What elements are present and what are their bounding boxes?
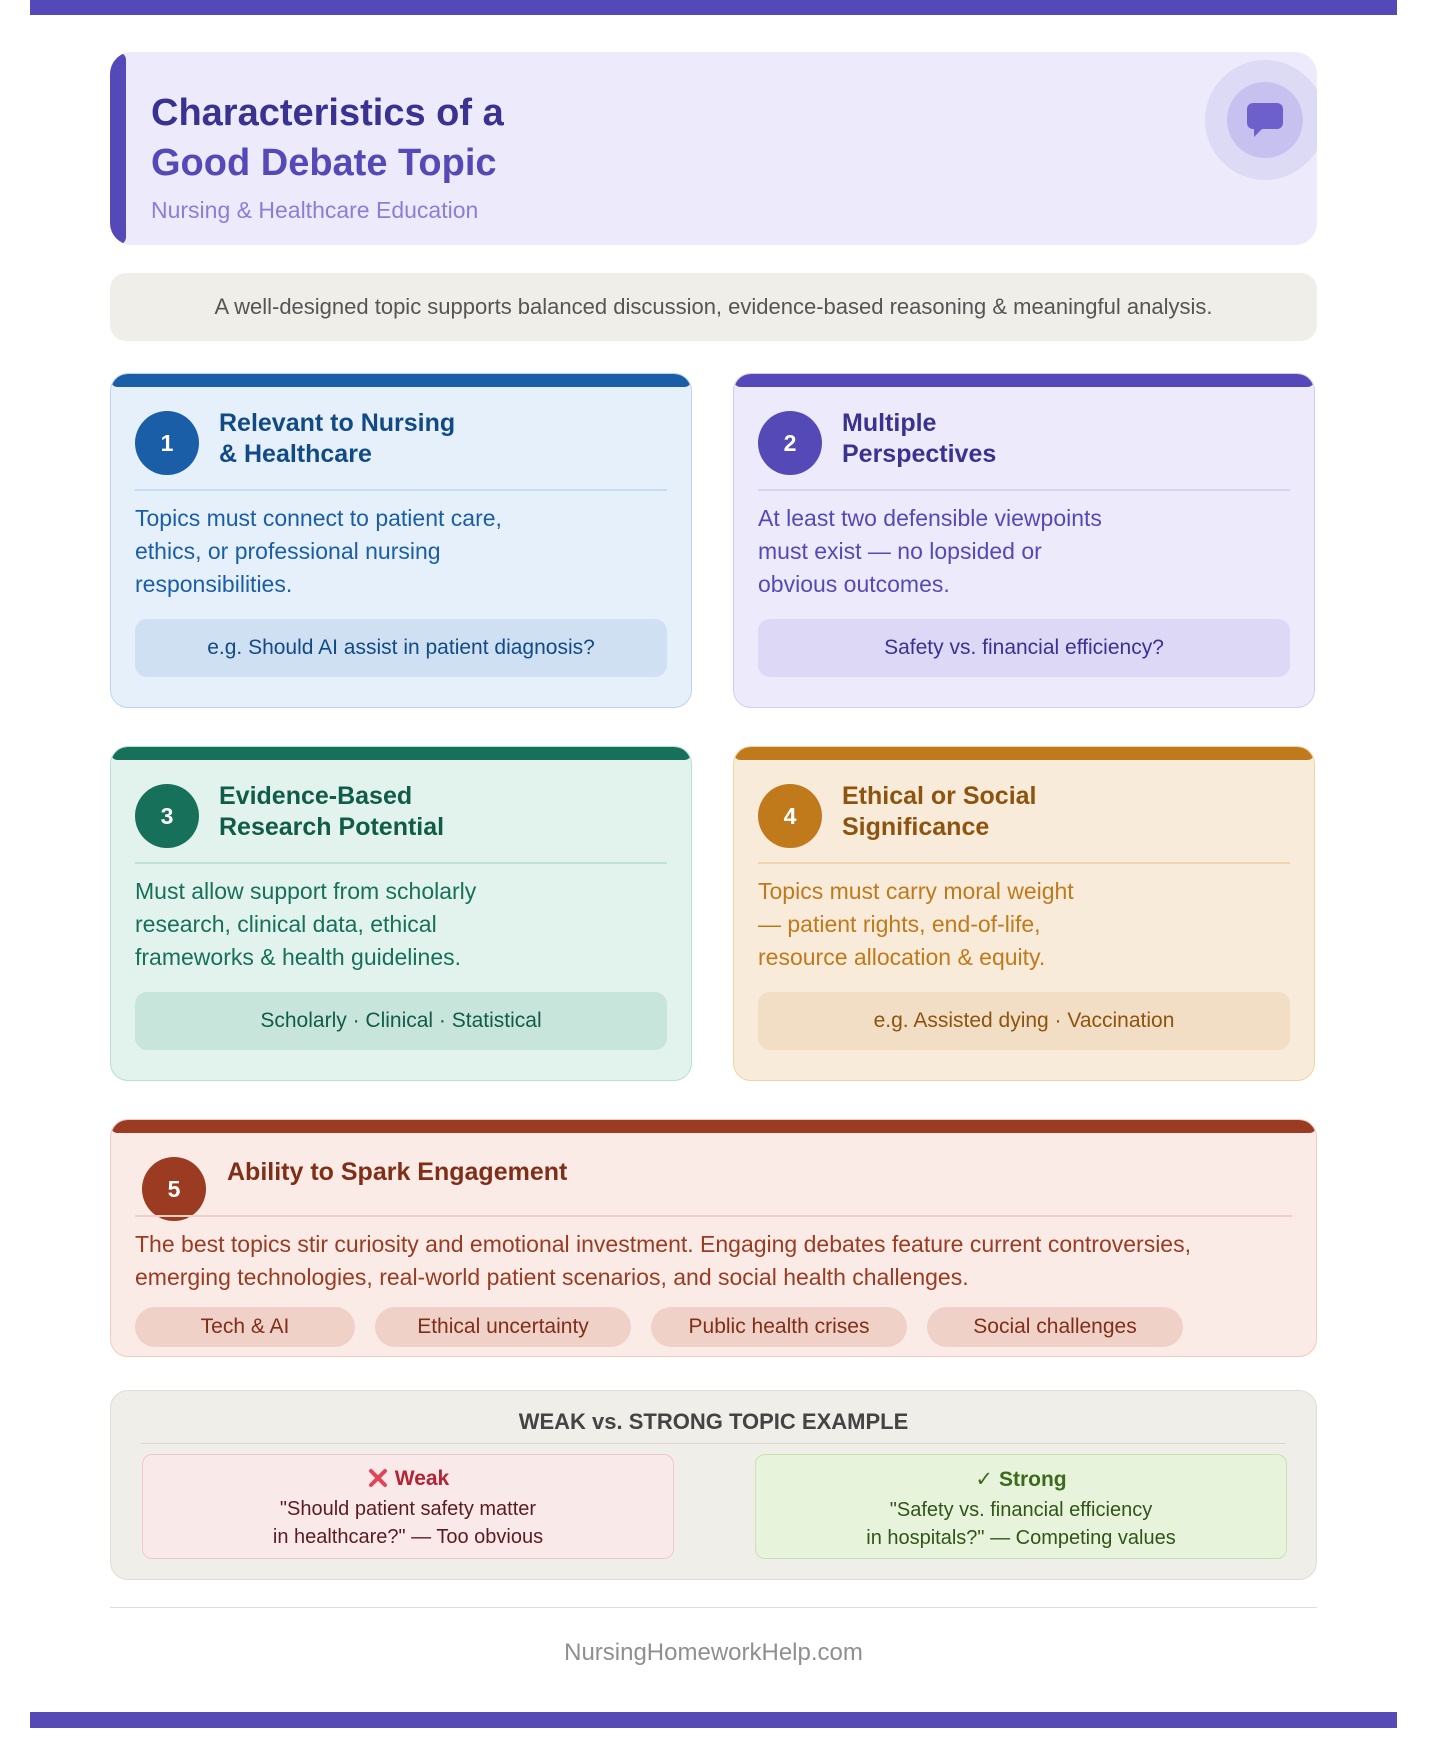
header-accent-stripe [110,52,126,245]
card-evidence-based [110,746,692,1081]
tag-pill: Ethical uncertainty [375,1307,631,1347]
card-example: e.g. Should AI assist in patient diagnosis? [135,619,667,677]
weak-text [143,1495,673,1551]
divider [135,1215,1292,1217]
divider [135,862,667,864]
card-title-line: Relevant to Nursing [219,409,456,437]
footer-divider [110,1607,1317,1608]
card-desc-line: responsibilities. [135,571,293,597]
card-topbar [734,374,1314,387]
strong-heading [756,1467,1286,1492]
divider [758,489,1290,491]
card-description [135,1228,1295,1294]
card-relevant-to-nursing [110,373,692,708]
card-title-line: Research Potential [219,813,445,841]
card-number: 1 [135,411,199,475]
top-accent-bar [30,0,1397,15]
header-banner [110,52,1317,245]
card-title [219,781,659,843]
card-description [758,502,1178,601]
tag-list [135,1307,1183,1347]
page-subtitle: Nursing & Healthcare Education [151,197,479,223]
card-number: 4 [758,784,822,848]
weak-example-box [142,1454,674,1559]
intro-banner: A well-designed topic supports balanced discussion, evidence-based reasoning & meaningful analysis. [110,273,1317,341]
bottom-accent-bar [30,1712,1397,1728]
strong-text-line: "Safety vs. financial efficiency [889,1499,1153,1521]
card-description [758,875,1178,974]
card-desc-line: The best topics stir curiosity and emotional investment. Engaging debates feature current controversies, [135,1231,1191,1257]
card-desc-line: emerging technologies, real-world patient scenarios, and social health challenges. [135,1264,969,1290]
speech-bubble-icon [1245,100,1285,140]
tag-pill: Tech & AI [135,1307,355,1347]
weak-label: Weak [394,1467,450,1490]
card-topbar [111,374,691,387]
card-desc-line: Must allow support from scholarly [135,878,477,904]
card-description [135,875,555,974]
card-title: Ability to Spark Engagement [227,1158,568,1186]
card-number: 2 [758,411,822,475]
page-title-line1: Characteristics of a [151,92,504,134]
divider [135,489,667,491]
card-topbar [111,747,691,760]
card-ethical-significance [733,746,1315,1081]
card-description [135,502,555,601]
page-title-line2: Good Debate Topic [151,142,497,184]
card-desc-line: must exist — no lopsided or [758,538,1042,564]
tag-pill: Public health crises [651,1307,907,1347]
card-desc-line: frameworks & health guidelines. [135,944,461,970]
strong-label: Strong [998,1468,1067,1491]
card-title-line: Multiple [842,409,937,437]
card-multiple-perspectives [733,373,1315,708]
card-title-line: Significance [842,813,990,841]
card-example: e.g. Assisted dying · Vaccination [758,992,1290,1050]
strong-example-box [755,1454,1287,1559]
card-spark-engagement [110,1119,1317,1357]
card-desc-line: resource allocation & equity. [758,944,1046,970]
weak-text-line: in healthcare?" — Too obvious [272,1526,544,1548]
card-title-line: Evidence-Based [219,782,413,810]
divider [758,862,1290,864]
card-desc-line: Topics must carry moral weight [758,878,1074,904]
card-title-line: Ethical or Social [842,782,1037,810]
card-topbar [111,1120,1316,1133]
weak-heading [143,1467,673,1491]
check-icon: ✓ [975,1468,993,1491]
card-topbar [734,747,1314,760]
card-title [842,408,1282,470]
page-title [151,88,504,188]
weak-text-line: "Should patient safety matter [279,1498,537,1520]
card-title [219,408,659,470]
card-example: Scholarly · Clinical · Statistical [135,992,667,1050]
footer-site-name: NursingHomeworkHelp.com [564,1639,863,1666]
card-desc-line: At least two defensible viewpoints [758,505,1102,531]
divider [141,1443,1286,1444]
card-desc-line: Topics must connect to patient care, [135,505,502,531]
card-title-line: Perspectives [842,440,997,468]
comparison-title: WEAK vs. STRONG TOPIC EXAMPLE [518,1409,909,1434]
card-title-line: & Healthcare [219,440,372,468]
strong-text [756,1496,1286,1552]
card-title [842,781,1282,843]
header-badge [1205,60,1317,180]
strong-text-line: in hospitals?" — Competing values [866,1527,1176,1549]
card-number: 5 [142,1157,206,1221]
card-example: Safety vs. financial efficiency? [758,619,1290,677]
card-desc-line: ethics, or professional nursing [135,538,441,564]
card-desc-line: — patient rights, end-of-life, [758,911,1041,937]
card-desc-line: obvious outcomes. [758,571,950,597]
cross-icon [367,1467,389,1489]
weak-vs-strong-panel [110,1390,1317,1580]
card-number: 3 [135,784,199,848]
tag-pill: Social challenges [927,1307,1183,1347]
card-desc-line: research, clinical data, ethical [135,911,437,937]
